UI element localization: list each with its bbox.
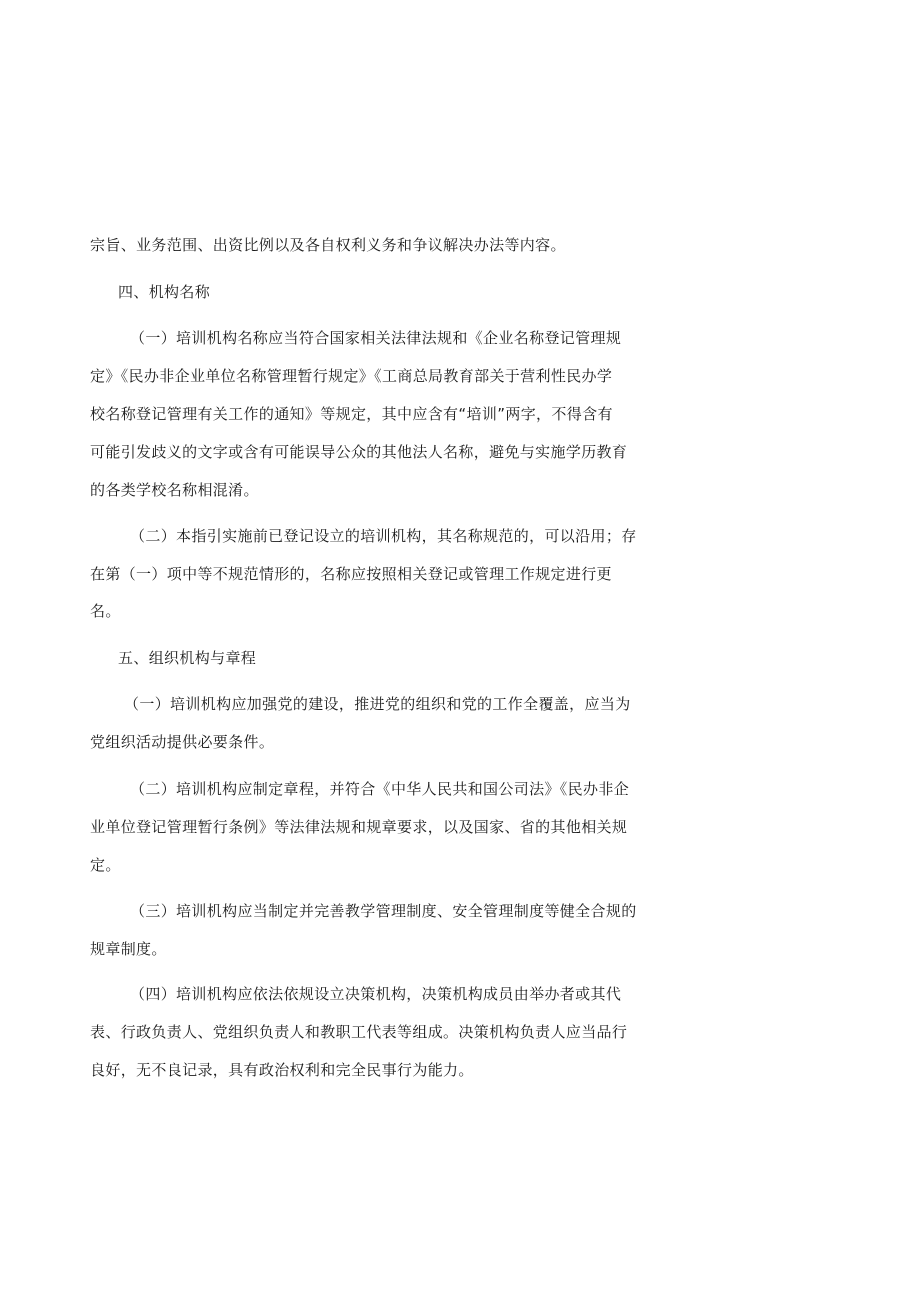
paragraph-line: 表、行政负责人、党组织负责人和教职工代表等组成。决策机构负责人应当品行 — [90, 1023, 628, 1041]
paragraph-line: 业单位登记管理暂行条例》等法律法规和规章要求，以及国家、省的其他相关规 — [90, 818, 628, 836]
paragraph-line: 定。 — [90, 856, 121, 874]
paragraph-line: 宗旨、业务范围、出资比例以及各自权利义务和争议解决办法等内容。 — [90, 236, 566, 254]
paragraph-line: 在第（一）项中等不规范情形的，名称应按照相关登记或管理工作规定进行更 — [90, 565, 612, 583]
paragraph-line: 规章制度。 — [90, 940, 167, 958]
paragraph-line: 定》《民办非企业单位名称管理暂行规定》《工商总局教育部关于营利性民办学 — [90, 367, 613, 385]
paragraph-line: （三）培训机构应当制定并完善教学管理制度、安全管理制度等健全合规的 — [130, 902, 637, 920]
paragraph-line: 名。 — [90, 602, 121, 620]
paragraph-line: （四）培训机构应依法依规设立决策机构，决策机构成员由举办者或其代 — [130, 985, 622, 1003]
paragraph-line: （一）培训机构名称应当符合国家相关法律法规和《企业名称登记管理规 — [130, 329, 622, 347]
section-heading: 四、机构名称 — [118, 283, 211, 301]
paragraph-line: 的各类学校名称相混淆。 — [90, 481, 259, 499]
paragraph-line: （二）培训机构应制定章程，并符合《中华人民共和国公司法》《民办非企 — [130, 780, 630, 798]
paragraph-line: （一）培训机构应加强党的建设，推进党的组织和党的工作全覆盖，应当为 — [124, 695, 631, 713]
paragraph-line: 党组织活动提供必要条件。 — [90, 733, 275, 751]
paragraph-line: 良好，无不良记录，具有政治权利和完全民事行为能力。 — [90, 1061, 474, 1079]
paragraph-line: （二）本指引实施前已登记设立的培训机构，其名称规范的，可以沿用；存 — [130, 527, 637, 545]
paragraph-line: 可能引发歧义的文字或含有可能误导公众的其他法人名称，避免与实施学历教育 — [90, 443, 628, 461]
paragraph-line: 校名称登记管理有关工作的通知》等规定，其中应含有“培训”两字，不得含有 — [90, 405, 613, 423]
section-heading: 五、组织机构与章程 — [118, 649, 257, 667]
